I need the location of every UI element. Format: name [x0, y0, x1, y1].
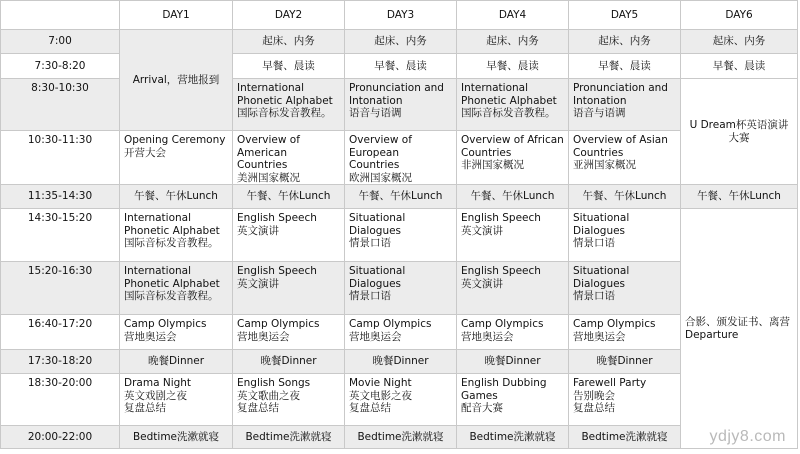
table-row [1, 350, 798, 374]
activity-cell: 起床、内务 [569, 30, 681, 54]
day6-header: DAY6 [681, 1, 798, 30]
activity-cell: Opening Ceremony 开营大会 [120, 131, 233, 185]
table-row [1, 30, 798, 54]
table-row [1, 131, 798, 185]
day6-contest-cell: U Dream杯英语演讲大赛 [681, 79, 798, 185]
activity-cell: 早餐、晨读 [233, 54, 345, 79]
time-cell: 10:30-11:30 [1, 131, 120, 185]
day2-header: DAY2 [233, 1, 345, 30]
time-cell: 15:20-16:30 [1, 262, 120, 315]
time-cell: 18:30-20:00 [1, 374, 120, 426]
activity-cell: Farewell Party 告别晚会 复盘总结 [569, 374, 681, 426]
activity-cell: 晚餐Dinner [120, 350, 233, 374]
activity-cell: Pronunciation and Intonation 语音与语调 [569, 79, 681, 131]
activity-cell: 早餐、晨读 [345, 54, 457, 79]
activity-cell: 午餐、午休Lunch [120, 185, 233, 209]
activity-cell: Overview of American Countries 美洲国家概况 [233, 131, 345, 185]
activity-cell: International Phonetic Alphabet 国际音标发音教程。 [120, 262, 233, 315]
activity-cell: 起床、内务 [345, 30, 457, 54]
activity-cell: 晚餐Dinner [457, 350, 569, 374]
time-cell: 20:00-22:00 [1, 426, 120, 449]
activity-cell: 午餐、午休Lunch [345, 185, 457, 209]
activity-cell: 起床、内务 [233, 30, 345, 54]
activity-cell: Bedtime洗漱就寝 [233, 426, 345, 449]
header-row [1, 1, 798, 30]
activity-cell: English Speech 英文演讲 [233, 262, 345, 315]
activity-cell: 午餐、午休Lunch [681, 185, 798, 209]
activity-cell: Movie Night 英文电影之夜 复盘总结 [345, 374, 457, 426]
activity-cell: International Phonetic Alphabet 国际音标发音教程。 [120, 209, 233, 262]
activity-cell: International Phonetic Alphabet 国际音标发音教程。 [457, 79, 569, 131]
table-row [1, 426, 798, 449]
activity-cell: 起床、内务 [457, 30, 569, 54]
activity-cell: Situational Dialogues 情景口语 [345, 209, 457, 262]
time-cell: 16:40-17:20 [1, 315, 120, 350]
day3-header: DAY3 [345, 1, 457, 30]
activity-cell: Pronunciation and Intonation 语音与语调 [345, 79, 457, 131]
activity-cell: Situational Dialogues 情景口语 [569, 209, 681, 262]
activity-cell: 起床、内务 [681, 30, 798, 54]
time-cell: 17:30-18:20 [1, 350, 120, 374]
table-row [1, 209, 798, 262]
activity-cell: English Speech 英文演讲 [457, 209, 569, 262]
table-row [1, 315, 798, 350]
time-cell: 11:35-14:30 [1, 185, 120, 209]
day6-departure-cell: 合影、颁发证书、离营Departure [681, 209, 798, 449]
table-row [1, 185, 798, 209]
site-watermark: ydjy8.com [709, 428, 786, 445]
activity-cell: Bedtime洗漱就寝 [457, 426, 569, 449]
time-cell: 8:30-10:30 [1, 79, 120, 131]
activity-cell: 晚餐Dinner [345, 350, 457, 374]
day1-header: DAY1 [120, 1, 233, 30]
activity-cell: International Phonetic Alphabet 国际音标发音教程。 [233, 79, 345, 131]
activity-cell: 午餐、午休Lunch [233, 185, 345, 209]
activity-cell: English Speech 英文演讲 [457, 262, 569, 315]
activity-cell: Camp Olympics 营地奥运会 [345, 315, 457, 350]
activity-cell: Bedtime洗漱就寝 [120, 426, 233, 449]
table-row [1, 262, 798, 315]
activity-cell: Overview of European Countries 欧洲国家概况 [345, 131, 457, 185]
activity-cell: English Songs 英文歌曲之夜 复盘总结 [233, 374, 345, 426]
activity-cell: Overview of Asian Countries 亚洲国家概况 [569, 131, 681, 185]
activity-cell: Drama Night 英文戏剧之夜 复盘总结 [120, 374, 233, 426]
activity-cell: 晚餐Dinner [233, 350, 345, 374]
activity-cell: 早餐、晨读 [457, 54, 569, 79]
activity-cell: 早餐、晨读 [681, 54, 798, 79]
time-cell: 7:30-8:20 [1, 54, 120, 79]
activity-cell: Situational Dialogues 情景口语 [569, 262, 681, 315]
activity-cell: English Dubbing Games 配音大赛 [457, 374, 569, 426]
table-row [1, 374, 798, 426]
activity-cell: Bedtime洗漱就寝 [569, 426, 681, 449]
activity-cell: Camp Olympics 营地奥运会 [233, 315, 345, 350]
corner-cell [1, 1, 120, 30]
day5-header: DAY5 [569, 1, 681, 30]
activity-cell: Camp Olympics 营地奥运会 [457, 315, 569, 350]
activity-cell: 午餐、午休Lunch [457, 185, 569, 209]
activity-cell: 晚餐Dinner [569, 350, 681, 374]
time-cell: 7:00 [1, 30, 120, 54]
activity-cell: Camp Olympics 营地奥运会 [569, 315, 681, 350]
day4-header: DAY4 [457, 1, 569, 30]
activity-cell: Situational Dialogues 情景口语 [345, 262, 457, 315]
time-cell: 14:30-15:20 [1, 209, 120, 262]
activity-cell: English Speech 英文演讲 [233, 209, 345, 262]
activity-cell: Overview of African Countries 非洲国家概况 [457, 131, 569, 185]
activity-cell: Camp Olympics 营地奥运会 [120, 315, 233, 350]
day1-arrival-cell: Arrival，营地报到 [120, 30, 233, 131]
activity-cell: Bedtime洗漱就寝 [345, 426, 457, 449]
activity-cell: 早餐、晨读 [569, 54, 681, 79]
activity-cell: 午餐、午休Lunch [569, 185, 681, 209]
